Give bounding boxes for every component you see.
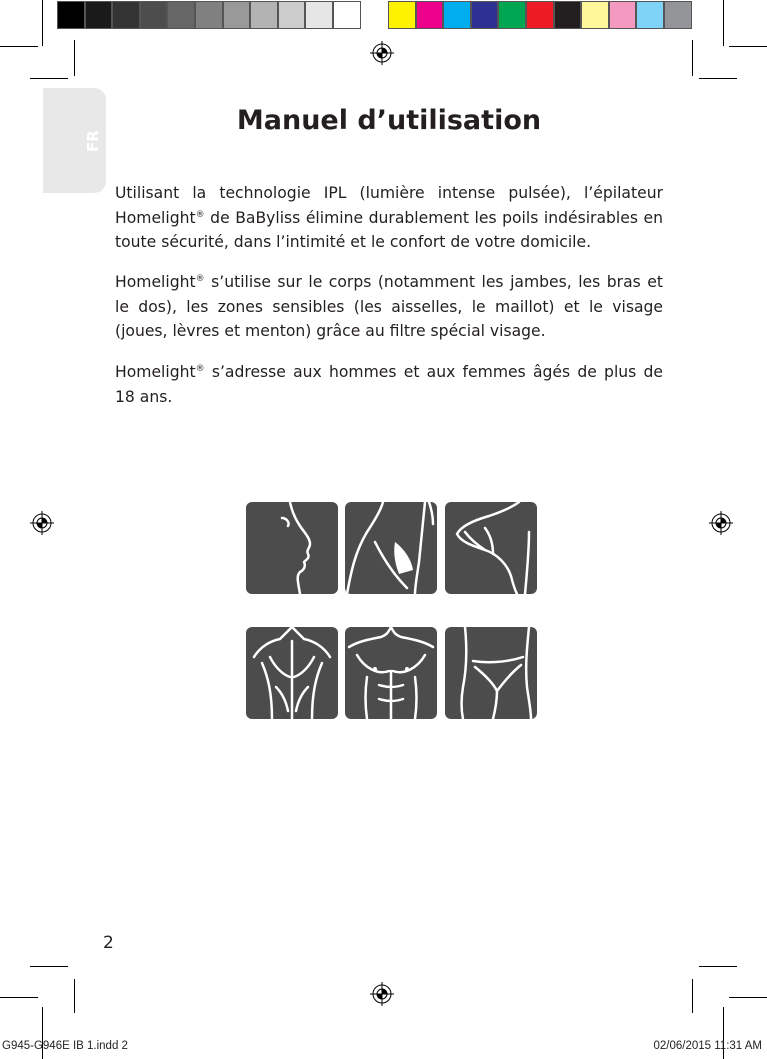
crop-mark [0, 997, 38, 998]
crop-mark [0, 46, 38, 47]
grayscale-swatch [223, 1, 251, 29]
process-color-bar [388, 0, 692, 31]
registration-mark-icon [370, 982, 394, 1006]
process-swatch [636, 1, 664, 29]
page-title: Manuel d’utilisation [236, 105, 542, 136]
crop-mark [42, 0, 43, 46]
armpit-icon [345, 502, 437, 594]
grayscale-swatch [305, 1, 333, 29]
crop-mark [729, 997, 767, 998]
bikini-icon [445, 627, 537, 719]
crop-mark [30, 78, 68, 79]
chest-icon [345, 627, 437, 719]
audience-paragraph: Homelight® s’adresse aux hommes et aux femmes âgés de plus de 18 ans. [115, 363, 663, 406]
grayscale-swatch [333, 1, 361, 29]
registration-mark-icon [709, 511, 733, 535]
back-icon [246, 627, 338, 719]
crop-mark [699, 966, 737, 967]
slug-timestamp: 02/06/2015 11:31 AM [653, 1040, 762, 1052]
crop-mark [30, 966, 68, 967]
registration-mark-icon [30, 511, 54, 535]
process-swatch [581, 1, 609, 29]
process-swatch [388, 1, 416, 29]
grayscale-swatch [278, 1, 306, 29]
crop-mark [699, 78, 737, 79]
grayscale-swatch [195, 1, 223, 29]
leg-icon [445, 502, 537, 594]
crop-mark [74, 979, 75, 1013]
crop-mark [729, 46, 767, 47]
face-profile-icon [246, 502, 338, 594]
process-swatch [664, 1, 692, 29]
grayscale-color-bar [57, 0, 361, 31]
process-swatch [609, 1, 637, 29]
intro-paragraph: Utilisant la technologie IPL (lumière intense pulsée), l’épilateur Homelight® de BaByliss élimine durablement les poils indésirables en toute sécurité, dans l’intimité et le confort de votre domicile. [115, 184, 663, 251]
grayscale-swatch [140, 1, 168, 29]
process-swatch [471, 1, 499, 29]
page-number: 2 [103, 933, 114, 953]
language-tab-label: FR [84, 130, 102, 152]
grayscale-swatch [57, 1, 85, 29]
registration-mark-icon [370, 41, 394, 65]
crop-mark [692, 979, 693, 1013]
crop-mark [723, 0, 724, 46]
process-swatch [526, 1, 554, 29]
grayscale-swatch [167, 1, 195, 29]
process-swatch [498, 1, 526, 29]
process-swatch [443, 1, 471, 29]
usage-areas-paragraph: Homelight® s’utilise sur le corps (notamment les jambes, les bras et le dos), les zones sensibles (les aisselles, le maillot) et le visage (joues, lèvres et menton) grâce au filtre spécial visage. [115, 273, 663, 340]
slug-filename: G945-G946E IB 1.indd 2 [2, 1040, 128, 1052]
grayscale-swatch [250, 1, 278, 29]
grayscale-swatch [112, 1, 140, 29]
grayscale-swatch [85, 1, 113, 29]
crop-mark [74, 40, 75, 76]
process-swatch [554, 1, 582, 29]
process-swatch [416, 1, 444, 29]
crop-mark [692, 40, 693, 76]
